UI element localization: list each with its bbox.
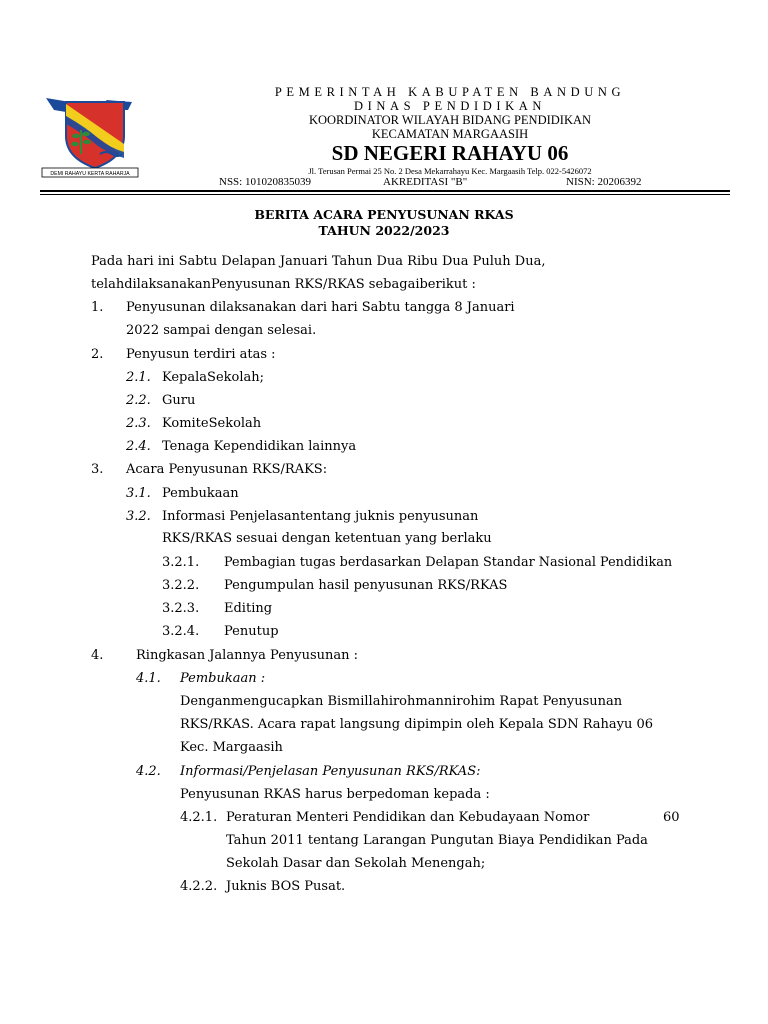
subsubitem-text: Pembagian tugas berdasarkan Delapan Standar Nasional Pendidikan [224,555,673,570]
subsubitem-text: Penutup [224,624,279,639]
government-name: PEMERINTAH KABUPATEN BANDUNG [274,85,626,99]
intro-line-2: telahdilaksanakanPenyusunan RKS/RKAS sebagaiberikut : [91,277,476,292]
subsubitem-number: 3.2.4. [162,624,200,639]
paragraph-line: Denganmengucapkan Bismillahirohmannirohim Rapat Penyusunan [180,694,623,709]
paragraph-line: Kec. Margaasih [180,740,283,755]
school-name: SD NEGERI RAHAYU 06 [331,141,569,165]
subitem-number: 4.1. [136,671,161,686]
paragraph-line: Penyusunan RKAS harus berpedoman kepada : [180,787,490,802]
subitem-text: Informasi Penjelasantentang juknis penyusunan [162,509,479,524]
subsubitem-number: 3.2.2. [162,578,200,593]
subitem-number: 3.1. [126,486,151,501]
subitem-text: KomiteSekolah [162,416,262,431]
nisn-number: NISN: 20206392 [566,176,642,188]
document-title: BERITA ACARA PENYUSUNAN RKAS [254,207,514,222]
subsubitem-number: 3.2.3. [162,601,200,616]
subsubitem-number: 4.2.2. [180,879,218,894]
office-name: DINAS PENDIDIKAN [354,99,546,113]
item-number: 4. [91,648,104,663]
subitem-heading: Informasi/Penjelasan Penyusunan RKS/RKAS: [180,764,481,779]
subitem-text: Pembukaan [162,486,239,501]
subsubitem-text: Peraturan Menteri Pendidikan dan Kebudayaan Nomor [226,810,590,825]
subsubitem-text: Juknis BOS Pusat. [226,879,346,894]
subitem-number: 4.2. [136,764,161,779]
school-district-logo [40,94,148,182]
item-text: Penyusun terdiri atas : [126,347,276,362]
subitem-number: 3.2. [126,509,151,524]
document-year: TAHUN 2022/2023 [318,223,450,238]
subsubitem-number: 3.2.1. [162,555,200,570]
intro-line-1: Pada hari ini Sabtu Delapan Januari Tahun Dua Ribu Dua Puluh Dua, [91,254,546,269]
coordinator-name: KOORDINATOR WILAYAH BIDANG PENDIDIKAN [308,113,592,127]
subitem-text: Guru [162,393,196,408]
subitem-heading: Pembukaan : [180,671,266,686]
subsubitem-text: Editing [224,601,273,616]
school-address: Jl. Terusan Permai 25 No. 2 Desa Mekarrahayu Kec. Margaasih Telp. 022-5426072 [308,166,592,176]
letterhead-divider-thin [40,194,730,195]
item-number: 2. [91,347,104,362]
item-number: 3. [91,462,104,477]
subitem-text: KepalaSekolah; [162,370,265,385]
district-name: KECAMATAN MARGAASIH [371,127,529,141]
subsubitem-text: Pengumpulan hasil penyusunan RKS/RKAS [224,578,508,593]
subitem-text: RKS/RKAS sesuai dengan ketentuan yang berlaku [162,531,492,546]
subsubitem-text: Tahun 2011 tentang Larangan Pungutan Biaya Pendidikan Pada [226,833,648,848]
item-text: 2022 sampai dengan selesai. [126,323,317,338]
item-text: Acara Penyusunan RKS/RAKS: [126,462,328,477]
logo-motto: DEMI RAHAYU KERTA RAHARJA [50,171,130,177]
subitem-text: Tenaga Kependidikan lainnya [162,439,357,454]
item-number: 1. [91,300,104,315]
accreditation: AKREDITASI "B" [383,176,468,188]
subitem-number: 2.4. [126,439,151,454]
item-text: Ringkasan Jalannya Penyusunan : [136,648,359,663]
subitem-number: 2.3. [126,416,151,431]
subsubitem-text: Sekolah Dasar dan Sekolah Menengah; [226,856,486,871]
subitem-number: 2.2. [126,393,151,408]
item-text: Penyusunan dilaksanakan dari hari Sabtu tangga 8 Januari [126,300,515,315]
subitem-number: 2.1. [126,370,151,385]
letterhead-divider-thick [40,190,730,192]
regulation-number: 60 [663,810,680,825]
subsubitem-number: 4.2.1. [180,810,218,825]
paragraph-line: RKS/RKAS. Acara rapat langsung dipimpin oleh Kepala SDN Rahayu 06 [180,717,654,732]
nss-number: NSS: 101020835039 [219,176,311,188]
